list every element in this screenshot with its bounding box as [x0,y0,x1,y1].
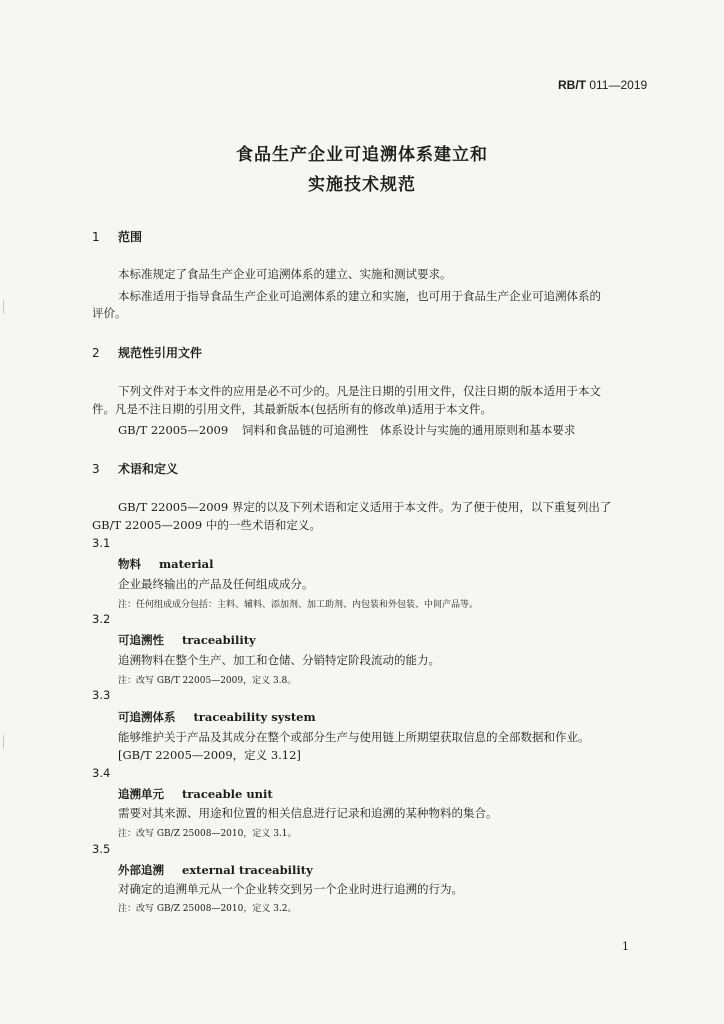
scan-edge-mark [3,300,4,314]
term-definition: 需要对其来源、用途和位置的相关信息进行记录和追溯的某种物料的集合。 [118,806,498,820]
term-zh: 外部追溯 [118,863,164,877]
section-3-paragraph-line-1: GB/T 22005—2009 界定的以及下列术语和定义适用于本文件。为了便于使用，以下重复列出了 [118,500,612,514]
document-id-suffix: 011—2019 [589,78,648,92]
term-en: traceability [182,633,256,647]
term-number: 3.4 [92,766,111,780]
term-source: [GB/T 22005—2009，定义 3.12] [118,748,301,762]
term-number: 3.5 [92,842,111,856]
section-2-paragraph-line-2: 件。凡是不注日期的引用文件，其最新版本(包括所有的修改单)适用于本文件。 [92,402,492,416]
section-1-heading [92,228,142,245]
term-note: 注：改写 GB/Z 25008—2010，定义 3.1。 [118,829,297,839]
scan-edge-mark [3,735,4,749]
term-zh: 可追溯体系 [118,710,176,724]
term-definition: 能够维护关于产品及其成分在整个或部分生产与使用链上所期望获取信息的全部数据和作业。 [118,730,590,744]
document-id [558,78,647,92]
term-definition: 追溯物料在整个生产、加工和仓储、分销特定阶段流动的能力。 [118,653,440,667]
title-line-1: 食品生产企业可追溯体系建立和 [236,145,488,165]
term-heading [118,786,273,802]
title-line-2: 实施技术规范 [308,175,416,195]
term-heading [118,556,214,572]
term-en: traceable unit [182,787,273,801]
section-3-title: 术语和定义 [118,462,179,476]
section-2-heading [92,344,202,361]
term-zh: 可追溯性 [118,633,164,647]
term-note: 注：改写 GB/T 22005—2009，定义 3.8。 [118,676,297,686]
section-1-paragraph-2-line-2: 评价。 [92,306,127,320]
section-2-paragraph-line-1: 下列文件对于本文件的应用是必不可少的。凡是注日期的引用文件，仅注日期的版本适用于本文 [118,384,601,398]
term-note: 注：任何组成成分包括：主料、辅料、添加剂、加工助剂、内包装和外包装、中间产品等。 [118,600,479,610]
term-definition: 企业最终输出的产品及任何组成成分。 [118,577,314,591]
section-2-number: 2 [92,346,100,360]
term-en: material [159,557,214,571]
section-1-paragraph-1: 本标准规定了食品生产企业可追溯体系的建立、实施和测试要求。 [118,267,452,281]
section-3-number: 3 [92,462,100,476]
section-3-heading [92,460,178,477]
section-1-title: 范围 [118,230,143,244]
section-3-paragraph-line-2: GB/T 22005—2009 中的一些术语和定义。 [92,518,321,532]
term-heading [118,862,313,878]
term-note: 注：改写 GB/Z 25008—2010，定义 3.2。 [118,904,297,914]
term-en: external traceability [182,863,313,877]
reference-title: 饲料和食品链的可追溯性 体系设计与实施的通用原则和基本要求 [241,423,576,437]
term-zh: 物料 [118,557,141,571]
term-heading [118,632,256,648]
document-id-prefix: RB/T [558,78,586,92]
term-number: 3.3 [92,688,111,702]
page-number: 1 [622,940,629,953]
term-zh: 追溯单元 [118,787,164,801]
reference-code: GB/T 22005—2009 [118,423,229,437]
term-number: 3.2 [92,612,111,626]
section-1-paragraph-2-line-1: 本标准适用于指导食品生产企业可追溯体系的建立和实施，也可用于食品生产企业可追溯体系的 [118,289,601,303]
term-definition: 对确定的追溯单元从一个企业转交到另一个企业时进行追溯的行为。 [118,882,463,896]
normative-reference [118,422,575,438]
section-1-number: 1 [92,230,100,244]
term-heading [118,709,316,725]
term-number: 3.1 [92,536,111,550]
section-2-title: 规范性引用文件 [118,346,203,360]
term-en: traceability system [193,710,316,724]
